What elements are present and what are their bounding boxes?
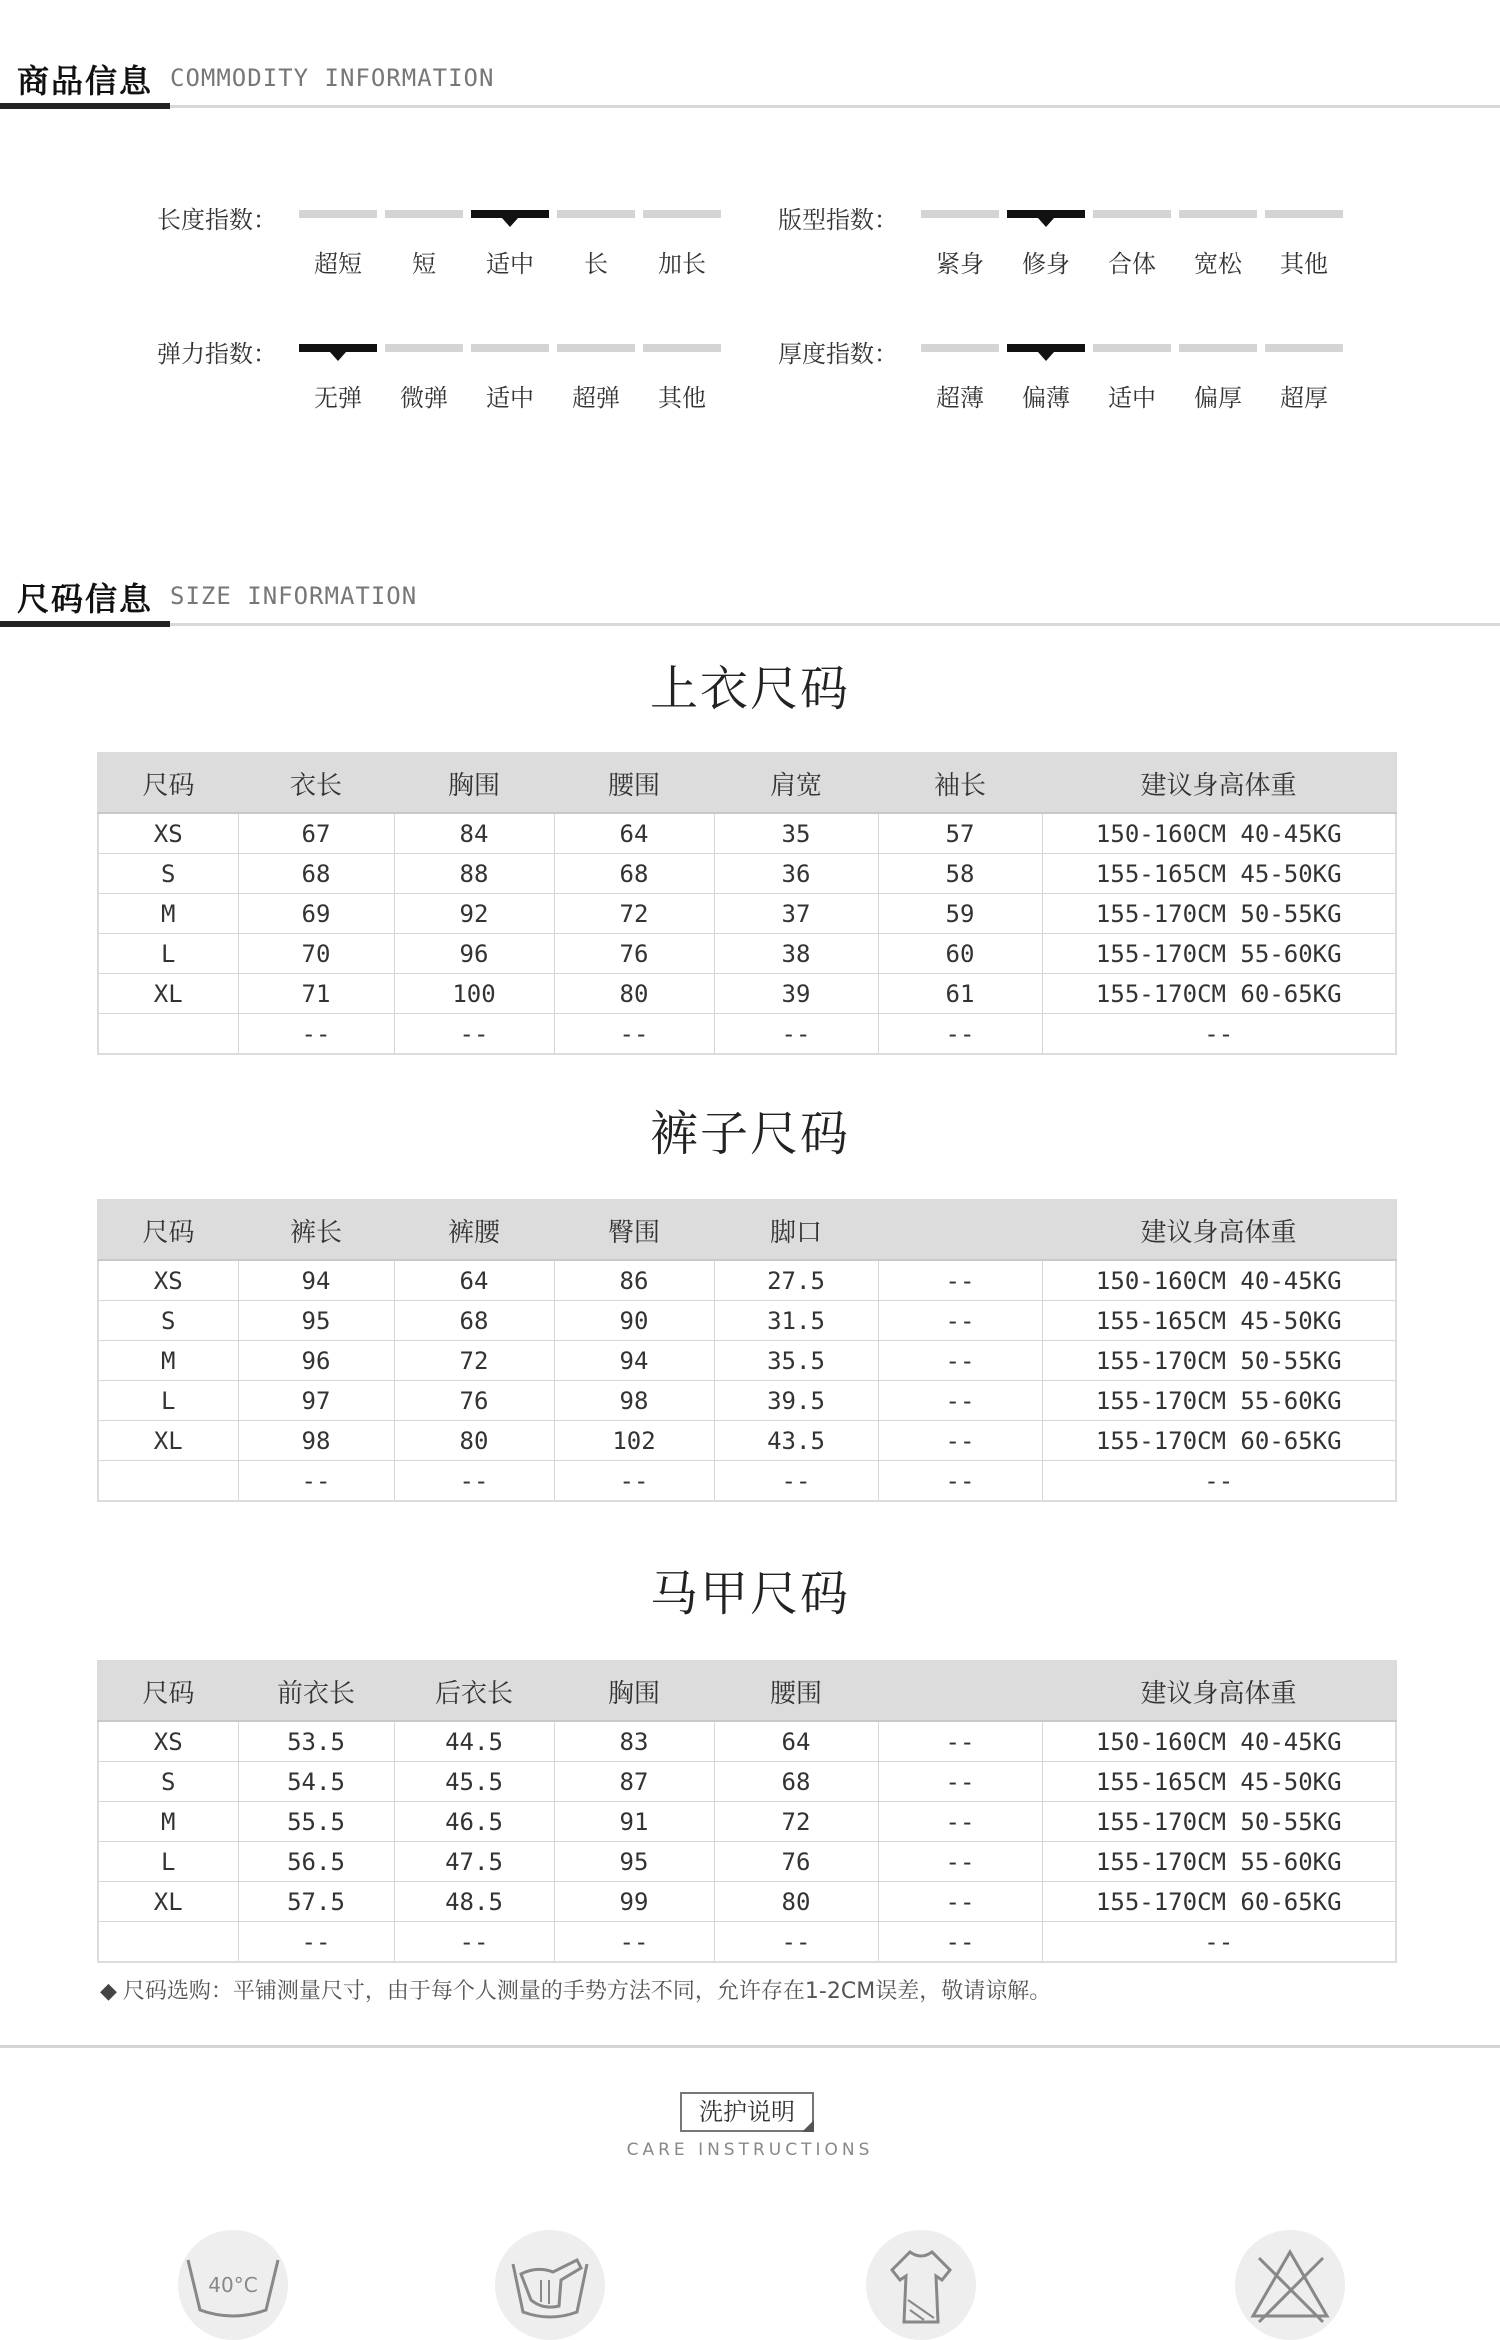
index-bar [1179, 210, 1257, 218]
commodity-title: 商品信息 [17, 62, 154, 100]
table-cell: 44.5 [394, 1721, 554, 1762]
table-cell: -- [878, 1762, 1042, 1802]
table-cell: S [98, 854, 238, 894]
table-cell: 35.5 [714, 1341, 878, 1381]
table-cell: -- [878, 1014, 1042, 1055]
column-header: 建议身高体重 [1042, 753, 1396, 813]
table-cell: -- [394, 1014, 554, 1055]
table-cell: 100 [394, 974, 554, 1014]
index-label: 长度指数： [157, 206, 277, 234]
index-bar [643, 210, 721, 218]
table-cell: XL [98, 1421, 238, 1461]
table-cell: XS [98, 1260, 238, 1301]
table-cell: -- [1042, 1014, 1396, 1055]
table-cell: 76 [554, 934, 714, 974]
index-label: 厚度指数： [778, 340, 898, 368]
table-row [98, 1922, 1396, 1963]
table-cell: 59 [878, 894, 1042, 934]
table-cell: 57.5 [238, 1882, 394, 1922]
index-label: 版型指数： [778, 206, 898, 234]
index-bar [557, 210, 635, 218]
table-cell [98, 1922, 238, 1963]
index-option: 短 [412, 250, 436, 278]
table-cell: -- [238, 1922, 394, 1963]
table-cell: 84 [394, 813, 554, 854]
table-cell: 64 [394, 1260, 554, 1301]
table-cell: -- [878, 1922, 1042, 1963]
table-row [98, 1421, 1396, 1461]
column-header [878, 1200, 1042, 1260]
index-bar [471, 344, 549, 352]
column-header: 胸围 [554, 1661, 714, 1721]
column-header: 肩宽 [714, 753, 878, 813]
table-cell [98, 1014, 238, 1055]
diamond-icon: ◆ [100, 1979, 117, 2004]
column-header: 前衣长 [238, 1661, 394, 1721]
table-cell: 71 [238, 974, 394, 1014]
table-cell: 72 [554, 894, 714, 934]
table-cell: 39 [714, 974, 878, 1014]
table-cell: 68 [714, 1762, 878, 1802]
table-row [98, 894, 1396, 934]
table-cell: 31.5 [714, 1301, 878, 1341]
table-cell: XS [98, 1721, 238, 1762]
table-cell: 58 [878, 854, 1042, 894]
index-option: 长 [584, 250, 608, 278]
table-cell: 53.5 [238, 1721, 394, 1762]
table-row [98, 1260, 1396, 1301]
index-bar [557, 344, 635, 352]
table-cell: -- [238, 1461, 394, 1502]
table-cell: 94 [554, 1341, 714, 1381]
table-cell: 69 [238, 894, 394, 934]
column-header: 建议身高体重 [1042, 1200, 1396, 1260]
table-cell: 155-170CM 50-55KG [1042, 1341, 1396, 1381]
table-cell: 155-170CM 60-65KG [1042, 974, 1396, 1014]
table-cell: 155-170CM 55-60KG [1042, 1381, 1396, 1421]
table-cell: 155-170CM 50-55KG [1042, 1802, 1396, 1842]
table-cell: 150-160CM 40-45KG [1042, 1260, 1396, 1301]
table-cell: -- [878, 1721, 1042, 1762]
table-row [98, 974, 1396, 1014]
index-bar [921, 210, 999, 218]
table-cell: 95 [238, 1301, 394, 1341]
table-cell: 155-165CM 45-50KG [1042, 854, 1396, 894]
index-bar [385, 344, 463, 352]
table-cell: 37 [714, 894, 878, 934]
table-cell: L [98, 934, 238, 974]
table-cell: 47.5 [394, 1842, 554, 1882]
table-cell: 155-170CM 60-65KG [1042, 1421, 1396, 1461]
table-cell: 60 [878, 934, 1042, 974]
table-cell: -- [878, 1842, 1042, 1882]
index-bar-selected [299, 344, 377, 352]
column-header: 腰围 [554, 753, 714, 813]
table-cell: XS [98, 813, 238, 854]
index-option: 超弹 [572, 384, 620, 412]
table-cell: 80 [714, 1882, 878, 1922]
table-cell: 48.5 [394, 1882, 554, 1922]
table-cell: 46.5 [394, 1802, 554, 1842]
table-cell: 90 [554, 1301, 714, 1341]
size-section-header [0, 558, 1500, 628]
index-bar-selected [471, 210, 549, 218]
table-cell: 68 [554, 854, 714, 894]
table-row [98, 1721, 1396, 1762]
index-option: 超短 [314, 250, 362, 278]
table-row [98, 813, 1396, 854]
pants-size-table [97, 1199, 1397, 1502]
table-cell: 27.5 [714, 1260, 878, 1301]
table-cell: 96 [394, 934, 554, 974]
table-cell: 80 [554, 974, 714, 1014]
table-cell: -- [878, 1301, 1042, 1341]
table-cell: 43.5 [714, 1421, 878, 1461]
column-header: 裤腰 [394, 1200, 554, 1260]
table-row [98, 1341, 1396, 1381]
index-bar [299, 210, 377, 218]
table-cell: 76 [394, 1381, 554, 1421]
table-cell: 35 [714, 813, 878, 854]
table-cell: -- [238, 1014, 394, 1055]
index-bar [643, 344, 721, 352]
index-option: 宽松 [1194, 250, 1242, 278]
table-cell: 45.5 [394, 1762, 554, 1802]
pants-size-title: 裤子尺码 [649, 1106, 850, 1162]
index-option: 偏薄 [1022, 384, 1070, 412]
table-cell: 80 [394, 1421, 554, 1461]
table-cell: 155-165CM 45-50KG [1042, 1301, 1396, 1341]
table-cell: -- [878, 1260, 1042, 1301]
table-row [98, 854, 1396, 894]
index-option: 超薄 [936, 384, 984, 412]
index-option: 紧身 [936, 250, 984, 278]
table-row [98, 1802, 1396, 1842]
vest-size-title: 马甲尺码 [649, 1566, 850, 1622]
table-cell: 39.5 [714, 1381, 878, 1421]
table-header-row [98, 753, 1396, 813]
table-cell: -- [1042, 1461, 1396, 1502]
table-cell: 76 [714, 1842, 878, 1882]
table-cell: 150-160CM 40-45KG [1042, 1721, 1396, 1762]
table-cell: S [98, 1762, 238, 1802]
top-size-table [97, 752, 1397, 1055]
table-cell: 102 [554, 1421, 714, 1461]
table-cell: 155-170CM 55-60KG [1042, 934, 1396, 974]
table-cell: 64 [554, 813, 714, 854]
index-bar [1179, 344, 1257, 352]
size-title-en: SIZE INFORMATION [170, 582, 418, 610]
column-header: 臀围 [554, 1200, 714, 1260]
table-row [98, 1461, 1396, 1502]
table-cell: 88 [394, 854, 554, 894]
table-cell: 87 [554, 1762, 714, 1802]
column-header: 脚口 [714, 1200, 878, 1260]
commodity-title-en: COMMODITY INFORMATION [170, 64, 495, 92]
table-cell: 86 [554, 1260, 714, 1301]
index-option: 适中 [1108, 384, 1156, 412]
table-cell: 57 [878, 813, 1042, 854]
table-cell: -- [714, 1922, 878, 1963]
table-cell: 99 [554, 1882, 714, 1922]
table-cell: -- [878, 1802, 1042, 1842]
hand-wash-icon [495, 2230, 605, 2340]
index-bar [1093, 210, 1171, 218]
column-header: 袖长 [878, 753, 1042, 813]
table-cell: 36 [714, 854, 878, 894]
column-header: 尺码 [98, 753, 238, 813]
table-cell: 95 [554, 1842, 714, 1882]
table-cell [98, 1461, 238, 1502]
column-header: 裤长 [238, 1200, 394, 1260]
index-bar-selected [1007, 210, 1085, 218]
size-note [100, 1974, 1051, 2005]
index-option: 无弹 [314, 384, 362, 412]
wash-40c-icon [178, 2230, 288, 2340]
index-option: 超厚 [1280, 384, 1328, 412]
column-header: 腰围 [714, 1661, 878, 1721]
table-cell: 54.5 [238, 1762, 394, 1802]
table-cell: L [98, 1842, 238, 1882]
table-cell: 155-170CM 50-55KG [1042, 894, 1396, 934]
table-cell: 97 [238, 1381, 394, 1421]
table-cell: 150-160CM 40-45KG [1042, 813, 1396, 854]
index-option: 微弹 [400, 384, 448, 412]
table-cell: 61 [878, 974, 1042, 1014]
table-cell: -- [554, 1014, 714, 1055]
index-bar [1265, 344, 1343, 352]
index-label: 弹力指数： [157, 340, 277, 368]
table-row [98, 1014, 1396, 1055]
table-cell: -- [554, 1922, 714, 1963]
table-cell: -- [714, 1014, 878, 1055]
header-rule [0, 105, 1500, 108]
column-header: 胸围 [394, 753, 554, 813]
table-header-row [98, 1661, 1396, 1721]
table-cell: M [98, 1802, 238, 1842]
index-bar [1093, 344, 1171, 352]
column-header: 尺码 [98, 1200, 238, 1260]
index-option: 修身 [1022, 250, 1070, 278]
table-cell: 155-170CM 60-65KG [1042, 1882, 1396, 1922]
table-cell: M [98, 894, 238, 934]
index-option: 适中 [486, 384, 534, 412]
index-bar [921, 344, 999, 352]
index-option: 加长 [658, 250, 706, 278]
table-cell: 98 [554, 1381, 714, 1421]
size-title: 尺码信息 [17, 580, 154, 618]
header-rule-accent [0, 103, 170, 109]
care-title-en: CARE INSTRUCTIONS [626, 2140, 874, 2160]
table-row [98, 1381, 1396, 1421]
svg-text:40°C: 40°C [208, 2273, 258, 2297]
table-cell: 94 [238, 1260, 394, 1301]
table-cell: 83 [554, 1721, 714, 1762]
table-cell: -- [878, 1421, 1042, 1461]
table-cell: 56.5 [238, 1842, 394, 1882]
table-cell: -- [878, 1882, 1042, 1922]
index-option: 合体 [1108, 250, 1156, 278]
table-row [98, 1882, 1396, 1922]
table-cell: -- [878, 1341, 1042, 1381]
vest-size-table [97, 1660, 1397, 1963]
column-header: 尺码 [98, 1661, 238, 1721]
table-cell: XL [98, 1882, 238, 1922]
table-cell: 72 [394, 1341, 554, 1381]
hang-dry-icon [866, 2230, 976, 2340]
table-cell: 98 [238, 1421, 394, 1461]
table-cell: -- [714, 1461, 878, 1502]
table-cell: 68 [238, 854, 394, 894]
table-cell: L [98, 1381, 238, 1421]
section-divider [0, 2045, 1500, 2048]
table-cell: 67 [238, 813, 394, 854]
index-option: 其他 [658, 384, 706, 412]
table-cell: M [98, 1341, 238, 1381]
header-rule-accent [0, 621, 170, 627]
table-cell: -- [554, 1461, 714, 1502]
table-cell: 155-165CM 45-50KG [1042, 1762, 1396, 1802]
size-note-text: 尺码选购：平铺测量尺寸，由于每个人测量的手势方法不同，允许存在1-2CM误差，敬请谅解。 [122, 1979, 1052, 2004]
index-bar [385, 210, 463, 218]
care-title: 洗护说明 [680, 2092, 814, 2132]
table-cell: 68 [394, 1301, 554, 1341]
table-cell: 92 [394, 894, 554, 934]
index-bar [1265, 210, 1343, 218]
table-row [98, 1301, 1396, 1341]
table-cell: -- [878, 1381, 1042, 1421]
table-cell: 38 [714, 934, 878, 974]
column-header: 衣长 [238, 753, 394, 813]
table-cell: 64 [714, 1721, 878, 1762]
table-cell: -- [394, 1922, 554, 1963]
index-option: 其他 [1280, 250, 1328, 278]
table-header-row [98, 1200, 1396, 1260]
table-cell: 70 [238, 934, 394, 974]
table-row [98, 934, 1396, 974]
index-bar-selected [1007, 344, 1085, 352]
table-cell: 155-170CM 55-60KG [1042, 1842, 1396, 1882]
table-cell: 55.5 [238, 1802, 394, 1842]
table-cell: -- [1042, 1922, 1396, 1963]
table-cell: 72 [714, 1802, 878, 1842]
column-header: 建议身高体重 [1042, 1661, 1396, 1721]
table-cell: -- [394, 1461, 554, 1502]
table-cell: S [98, 1301, 238, 1341]
column-header: 后衣长 [394, 1661, 554, 1721]
table-cell: XL [98, 974, 238, 1014]
commodity-section-header [0, 40, 1500, 110]
table-row [98, 1762, 1396, 1802]
table-cell: 96 [238, 1341, 394, 1381]
header-rule [0, 623, 1500, 626]
table-cell: 91 [554, 1802, 714, 1842]
index-option: 偏厚 [1194, 384, 1242, 412]
top-size-title: 上衣尺码 [649, 661, 850, 717]
no-bleach-icon [1235, 2230, 1345, 2340]
index-option: 适中 [486, 250, 534, 278]
table-cell: -- [878, 1461, 1042, 1502]
table-row [98, 1842, 1396, 1882]
column-header [878, 1661, 1042, 1721]
